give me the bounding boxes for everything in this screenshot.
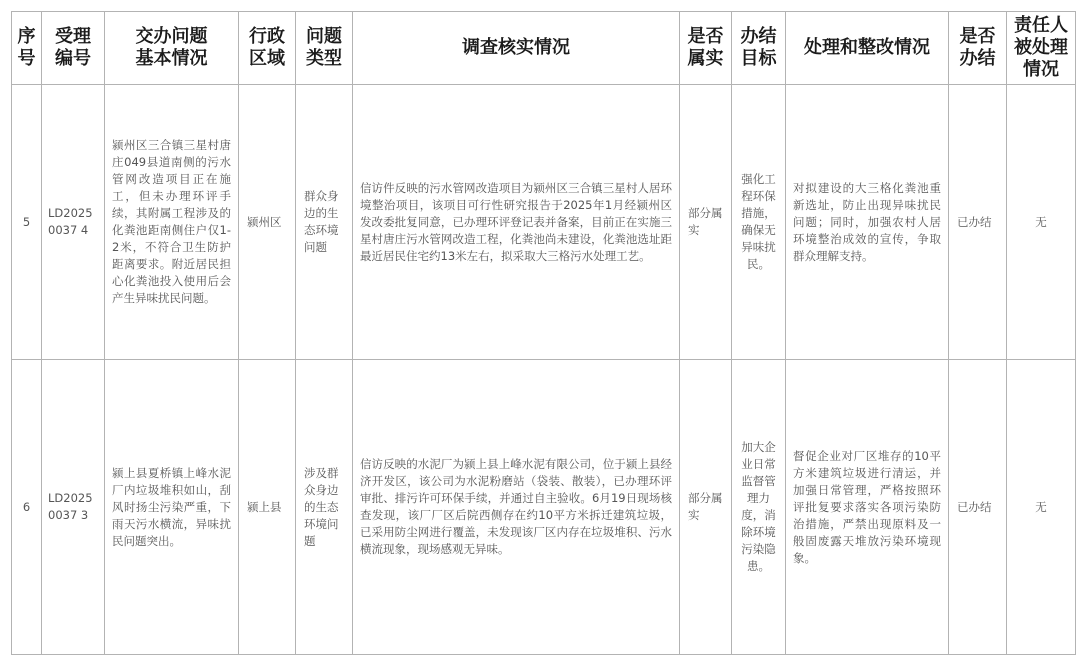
cell-investigation: 信访反映的水泥厂为颍上县上峰水泥有限公司，位于颍上县经济开发区，该公司为水泥粉磨站（袋装、散装），已办理环评审批、排污许可环保手续，并通过自主验收。6月19日现场核查发现，该厂厂区后院西侧存在约10平方米拆迁建筑垃圾，已采用防尘网进行覆盖，未发现该厂区内存在垃圾堆积、污水横流现象，现场感观无异味。 bbox=[353, 360, 680, 655]
header-goal: 办结目标 bbox=[732, 12, 786, 85]
cell-handling: 对拟建设的大三格化粪池重新选址，防止出现异味扰民问题；同时，加强农村人居环境整治成效的宣传，争取群众理解支持。 bbox=[786, 85, 949, 360]
cell-category: 涉及群众身边的生态环境问题 bbox=[296, 360, 353, 655]
header-verified: 是否属实 bbox=[680, 12, 732, 85]
header-category: 问题类型 bbox=[296, 12, 353, 85]
cell-handling: 督促企业对厂区堆存的10平方米建筑垃圾进行清运，并加强日常管理，严格按照环评批复要求落实各项污染防治措施，严禁出现原料及一般固废露天堆放污染环境现象。 bbox=[786, 360, 949, 655]
cell-district: 颍上县 bbox=[239, 360, 296, 655]
cell-investigation: 信访件反映的污水管网改造项目为颍州区三合镇三星村人居环境整治项目，该项目可行性研究报告于2025年1月经颍州区发改委批复同意，已办理环评登记表并备案，目前正在实施三星村唐庄污水管网改造工程，化粪池尚未建设，化粪池选址距最近居民住宅约13米左右，拟采取大三格污水处理工艺。 bbox=[353, 85, 680, 360]
table-row bbox=[12, 360, 1076, 655]
cell-category: 群众身边的生态环境问题 bbox=[296, 85, 353, 360]
cell-accountability: 无 bbox=[1007, 360, 1076, 655]
header-accountability: 责任人被处理情况 bbox=[1007, 12, 1076, 85]
cell-verified: 部分属实 bbox=[680, 85, 732, 360]
cell-closed: 已办结 bbox=[949, 85, 1007, 360]
header-investigation: 调查核实情况 bbox=[353, 12, 680, 85]
cell-goal: 加大企业日常监督管理力度，消除环境污染隐患。 bbox=[732, 360, 786, 655]
header-case-id: 受理编号 bbox=[42, 12, 105, 85]
header-handling: 处理和整改情况 bbox=[786, 12, 949, 85]
complaint-table bbox=[11, 11, 1076, 655]
table-row bbox=[12, 85, 1076, 360]
cell-case-id: LD20250037 4 bbox=[42, 85, 105, 360]
cell-goal: 强化工程环保措施，确保无异味扰民。 bbox=[732, 85, 786, 360]
header-issue: 交办问题基本情况 bbox=[105, 12, 239, 85]
cell-closed: 已办结 bbox=[949, 360, 1007, 655]
header-district: 行政区域 bbox=[239, 12, 296, 85]
header-row bbox=[12, 12, 1076, 85]
cell-issue: 颍州区三合镇三星村唐庄049县道南侧的污水管网改造项目正在施工，但未办理环评手续，其附属工程涉及的化粪池距南侧住户仅1-2米，不符合卫生防护距离要求。附近居民担心化粪池投入使用后会产生异味扰民问题。 bbox=[105, 85, 239, 360]
cell-index: 5 bbox=[12, 85, 42, 360]
header-index: 序号 bbox=[12, 12, 42, 85]
cell-index: 6 bbox=[12, 360, 42, 655]
complaint-table-sheet bbox=[11, 11, 1076, 655]
cell-issue: 颍上县夏桥镇上峰水泥厂内垃圾堆积如山，刮风时扬尘污染严重，下雨天污水横流，异味扰民问题突出。 bbox=[105, 360, 239, 655]
header-closed: 是否办结 bbox=[949, 12, 1007, 85]
cell-case-id: LD20250037 3 bbox=[42, 360, 105, 655]
cell-accountability: 无 bbox=[1007, 85, 1076, 360]
cell-verified: 部分属实 bbox=[680, 360, 732, 655]
cell-district: 颍州区 bbox=[239, 85, 296, 360]
